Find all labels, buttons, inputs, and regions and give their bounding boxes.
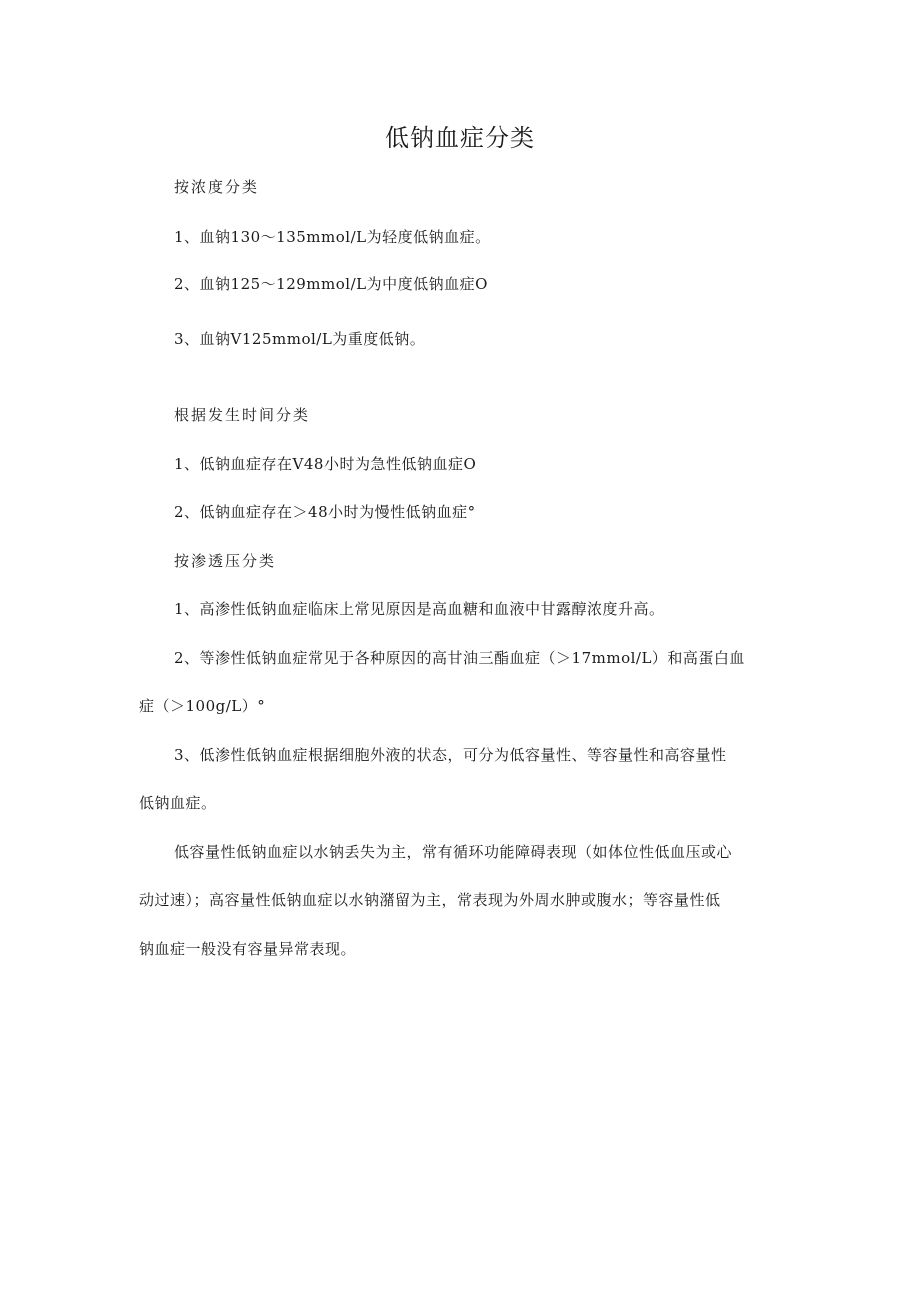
section-heading-osmotic: 按渗透压分类 (174, 552, 277, 570)
osmotic-item-1: 1、高渗性低钠血症临床上常见原因是高血糖和血液中甘露醇浓度升高。 (174, 600, 665, 618)
concentration-item-3: 3、血钠V125mmol/L为重度低钠。 (174, 330, 426, 348)
section-heading-time: 根据发生时间分类 (174, 406, 311, 424)
concentration-item-2: 2、血钠125～129mmol/L为中度低钠血症O (174, 275, 488, 293)
time-item-2: 2、低钠血症存在＞48小时为慢性低钠血症° (174, 503, 476, 521)
volume-paragraph-line-3: 钠血症一般没有容量异常表现。 (139, 940, 357, 958)
osmotic-item-3-line-1: 3、低渗性低钠血症根据细胞外液的状态，可分为低容量性、等容量性和高容量性 (174, 746, 727, 764)
volume-paragraph-line-1: 低容量性低钠血症以水钠丢失为主，常有循环功能障碍表现（如体位性低血压或心 (174, 843, 733, 861)
time-item-1: 1、低钠血症存在V48小时为急性低钠血症O (174, 455, 477, 473)
osmotic-item-2-line-1: 2、等渗性低钠血症常见于各种原因的高甘油三酯血症（＞17mmol/L）和高蛋白血 (174, 649, 745, 667)
page-title: 低钠血症分类 (385, 124, 535, 152)
osmotic-item-3-line-2: 低钠血症。 (139, 794, 217, 812)
volume-paragraph-line-2: 动过速）；高容量性低钠血症以水钠潴留为主，常表现为外周水肿或腹水；等容量性低 (139, 891, 721, 909)
section-heading-concentration: 按浓度分类 (174, 178, 260, 196)
concentration-item-1: 1、血钠130～135mmol/L为轻度低钠血症。 (174, 228, 491, 246)
osmotic-item-2-line-2: 症（＞100g/L）° (139, 697, 266, 715)
